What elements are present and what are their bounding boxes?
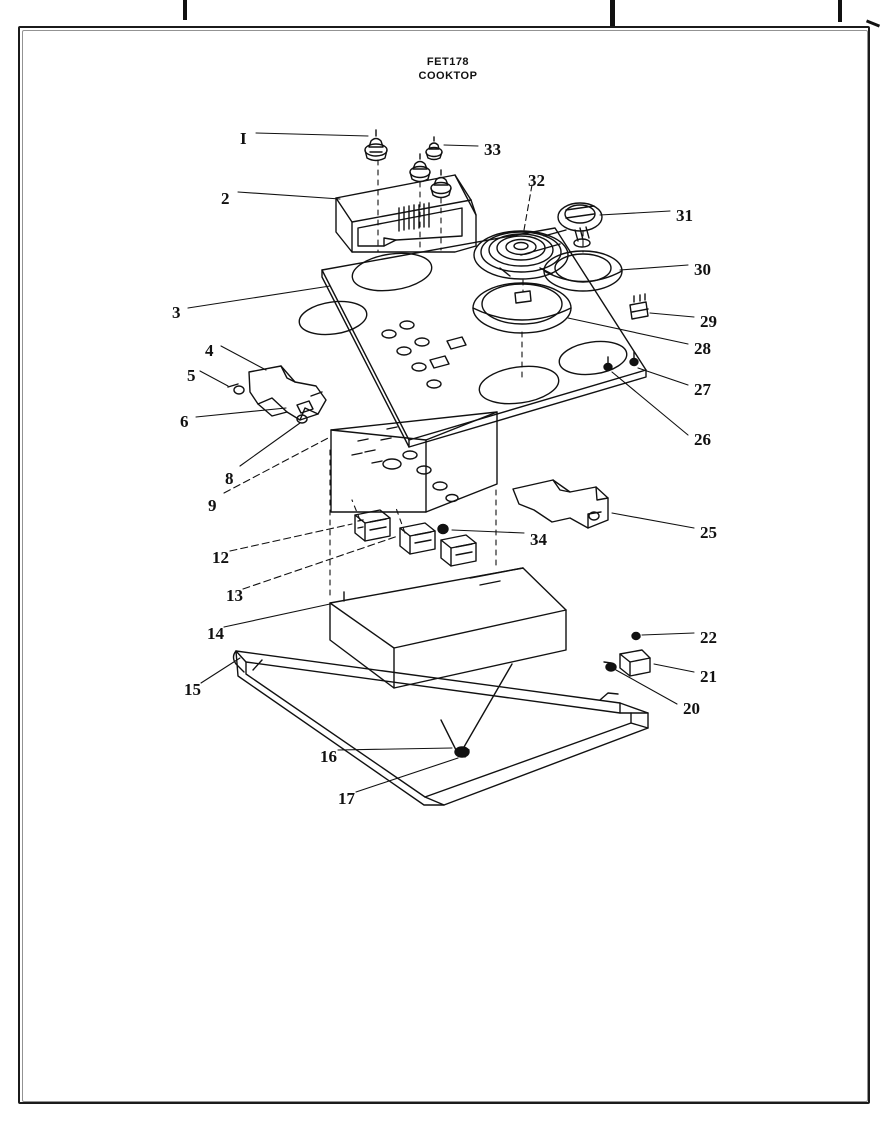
callout-22: 22: [700, 628, 717, 647]
callout-17: 17: [338, 789, 355, 808]
leader-13: [243, 536, 398, 589]
part-33-knob: [426, 137, 442, 160]
part-29-connector: [630, 294, 648, 319]
callout-1: I: [240, 129, 247, 148]
title-model: FET178: [426, 56, 470, 68]
leader-2: [238, 192, 340, 199]
part-20-screw: [604, 662, 616, 671]
leader-20: [616, 670, 677, 704]
callout-8: 8: [225, 469, 234, 488]
leader-29: [650, 313, 694, 317]
part-32-burner-element: [474, 230, 568, 279]
part-12-switch: [355, 510, 390, 541]
part-16-17-sensor-probe: [441, 664, 512, 757]
callout-12: 12: [212, 548, 229, 567]
leader-31: [600, 211, 670, 215]
part-knob-2: [410, 154, 430, 182]
leader-12: [230, 524, 352, 551]
part-2-backguard: [336, 175, 476, 252]
leader-30: [620, 265, 688, 270]
leader-9: [224, 437, 330, 493]
callout-16: 16: [320, 747, 337, 766]
leader-32: [524, 185, 532, 230]
part-34-screw: [438, 525, 448, 534]
axis-switch-12: [352, 500, 360, 520]
leader-1: [256, 133, 368, 136]
part-15-bottom-pan: [234, 651, 649, 808]
part-25-bracket: [513, 480, 608, 528]
callout-20: 20: [683, 699, 700, 718]
leader-28: [568, 318, 688, 344]
part-27-26-screws: [604, 352, 638, 371]
leader-5: [200, 371, 228, 386]
leader-21: [654, 664, 694, 672]
callout-32: 32: [528, 171, 545, 190]
callout-30: 30: [694, 260, 711, 279]
callout-3: 3: [172, 303, 181, 322]
leader-8: [240, 423, 300, 466]
part-knob-1: [365, 130, 387, 161]
callout-33: 33: [484, 140, 501, 159]
callout-14: 14: [207, 624, 224, 643]
part-knob-3: [431, 170, 451, 198]
callout-5: 5: [187, 366, 196, 385]
callout-9: 9: [208, 496, 217, 515]
callout-29: 29: [700, 312, 717, 331]
callout-4: 4: [205, 341, 214, 360]
callout-26: 26: [694, 430, 711, 449]
part-21-clip: [620, 650, 650, 676]
leader-14: [224, 604, 330, 627]
callout-27: 27: [694, 380, 711, 399]
leader-22: [642, 633, 694, 635]
leader-34: [452, 530, 524, 533]
callout-13: 13: [226, 586, 243, 605]
leader-17: [356, 758, 458, 792]
leader-15: [201, 658, 240, 683]
callout-25: 25: [700, 523, 717, 542]
part-5-screw: [228, 384, 244, 394]
part-28-trim-ring: [473, 283, 571, 333]
leader-25: [612, 513, 694, 528]
callout-31: 31: [676, 206, 693, 225]
leader-4: [221, 346, 266, 370]
callout-2: 2: [221, 189, 230, 208]
part-22-screw: [632, 633, 640, 640]
callout-21: 21: [700, 667, 717, 686]
title-section: COOKTOP: [418, 70, 478, 82]
part-31-terminal-block: [558, 203, 602, 247]
callout-15: 15: [184, 680, 201, 699]
part-13-switch: [400, 523, 435, 554]
callout-28: 28: [694, 339, 711, 358]
part-14-switch: [441, 535, 476, 566]
part-4-bracket: [249, 366, 326, 423]
callout-6: 6: [180, 412, 189, 431]
callout-34: 34: [530, 530, 547, 549]
part-control-panel: [331, 412, 497, 512]
leader-3: [188, 286, 330, 308]
leader-33: [444, 145, 478, 146]
part-liner-panel: [330, 568, 566, 688]
